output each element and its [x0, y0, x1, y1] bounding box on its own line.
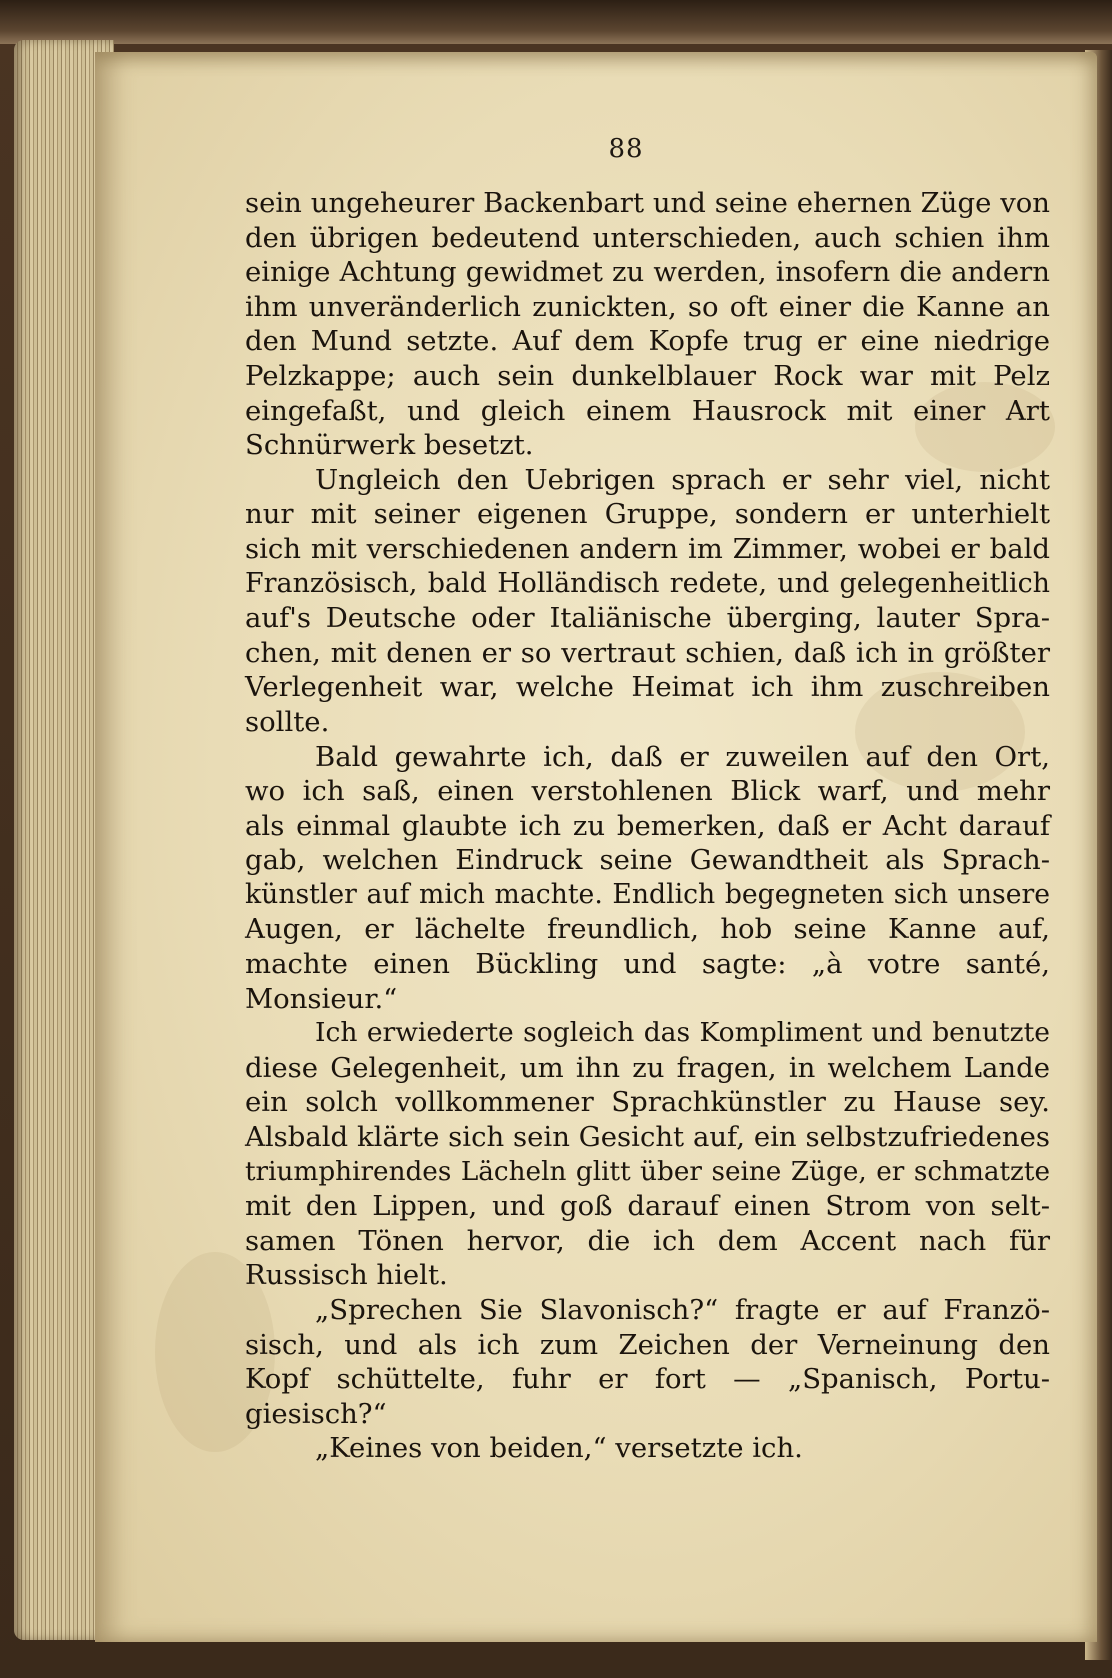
text-line: „Keines von beiden,“ versetzte ich.	[315, 1432, 803, 1465]
text-line: Verlegenheit war, welche Heimat ich ihm zuschreiben	[245, 671, 1050, 704]
text-line: Monsieur.“	[245, 982, 398, 1015]
text-line: Kopf schüttelte, fuhr er fort — „Spanisch, Portu-	[245, 1363, 1050, 1396]
text-line: giesisch?“	[245, 1397, 387, 1430]
text-line: nur mit seiner eigenen Gruppe, sondern er unterhielt	[245, 498, 1050, 531]
text-line: ein solch vollkommener Sprachkünstler zu Hause sey.	[245, 1086, 1050, 1119]
text-line: den übrigen bedeutend unterschieden, auch schien ihm	[245, 221, 1050, 254]
text-line: künstler auf mich machte. Endlich begegneten sich unsere	[245, 878, 1050, 910]
text-line: diese Gelegenheit, um ihn zu fragen, in welchem Lande	[245, 1051, 1050, 1084]
text-line: mit den Lippen, und goß darauf einen Strom von selt-	[245, 1190, 1050, 1223]
text-line: Schnürwerk besetzt.	[245, 429, 534, 462]
page-number: 88	[608, 134, 644, 164]
text-line: Ungleich den Uebrigen sprach er sehr viel, nicht	[315, 463, 1050, 496]
text-line: Russisch hielt.	[245, 1259, 448, 1292]
text-line: sisch, und als ich zum Zeichen der Verneinung den	[245, 1328, 1050, 1361]
text-line: sollte.	[245, 705, 330, 738]
text-line: den Mund setzte. Auf dem Kopfe trug er eine niedrige	[245, 325, 1050, 358]
text-line: samen Tönen hervor, die ich dem Accent nach für	[245, 1224, 1050, 1257]
text-line: chen, mit denen er so vertraut schien, daß ich in größter	[245, 636, 1050, 669]
text-line: Pelzkappe; auch sein dunkelblauer Rock war mit Pelz	[245, 359, 1050, 392]
text-line: Alsbald klärte sich sein Gesicht auf, ein selbstzufriedenes	[245, 1121, 1050, 1154]
text-line: eingefaßt, und gleich einem Hausrock mit einer Art	[245, 394, 1050, 427]
text-line: Bald gewahrte ich, daß er zuweilen auf den Ort,	[315, 740, 1050, 773]
text-line: machte einen Bückling und sagte: „à votre santé,	[245, 948, 1050, 981]
text-line: Augen, er lächelte freundlich, hob seine Kanne auf,	[245, 913, 1050, 946]
text-line: einige Achtung gewidmet zu werden, insofern die andern	[245, 256, 1050, 289]
text-line: Französisch, bald Holländisch redete, und gelegenheitlich	[245, 567, 1050, 599]
text-line: gab, welchen Eindruck seine Gewandtheit als Sprach-	[245, 844, 1050, 877]
text-line: wo ich saß, einen verstohlenen Blick warf, und mehr	[245, 775, 1050, 808]
text-line: ihm unveränderlich zunickten, so oft einer die Kanne an	[245, 290, 1050, 323]
text-line: als einmal glaubte ich zu bemerken, daß er Acht darauf	[245, 809, 1050, 842]
book-binding-top	[0, 0, 1112, 44]
text-line: sein ungeheurer Backenbart und seine ehernen Züge von	[245, 187, 1050, 219]
body-text	[245, 186, 1050, 1466]
text-line: sich mit verschiedenen andern im Zimmer, wobei er bald	[245, 532, 1050, 565]
text-line: auf's Deutsche oder Italiänische überging, lauter Spra-	[245, 602, 1050, 635]
text-line: triumphirendes Lächeln glitt über seine Züge, er schmatzte	[245, 1156, 1050, 1187]
text-line: Ich erwiederte sogleich das Kompliment und benutzte	[315, 1017, 1050, 1049]
text-line: „Sprechen Sie Slavonisch?“ fragte er auf Franzö-	[315, 1294, 1050, 1326]
